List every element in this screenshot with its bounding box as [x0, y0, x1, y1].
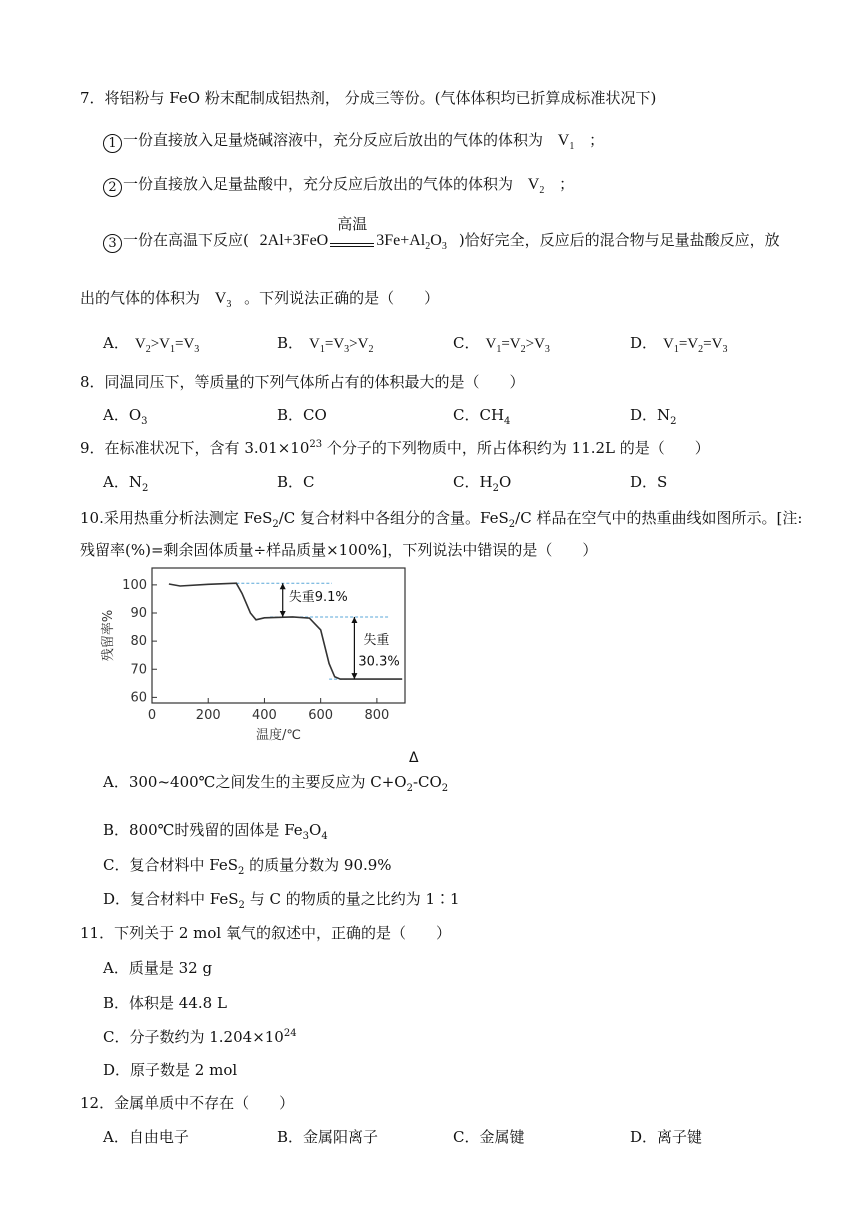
q7-stem: 7．将铝粉与 FeO 粉末配制成铝热剂， 分成三等份。(气体体积均已折算成标准状况下) — [80, 89, 657, 107]
arrow-loss-2-head-bottom — [351, 673, 357, 679]
annotation-loss-2-label: 失重 — [363, 632, 390, 648]
q10-option-c: C．复合材料中 FeS$_2$ 的质量分数为 90.9% — [103, 856, 392, 877]
q12-option-b: B．金属阳离子 — [277, 1128, 379, 1146]
y-tick-label-100: 100 — [122, 577, 147, 593]
q8-option-b: B．CO — [277, 406, 327, 424]
x-tick-label-0: 0 — [147, 708, 157, 723]
q10-stem-line2: 残留率(%)=剩余固体质量÷样品质量×100%]，下列说法中错误的是（ ） — [80, 541, 598, 559]
q7-option-c: C． $V_1=V_2>V_3$ — [453, 334, 550, 355]
q9-option-d: D．S — [630, 473, 668, 491]
q10-option-d: D．复合材料中 FeS$_2$ 与 C 的物质的量之比约为 1∶1 — [103, 890, 460, 911]
x-axis-label: 温度/℃ — [256, 728, 301, 743]
arrow-loss-1-head-bottom — [280, 611, 286, 617]
annotation-loss-2-value: 30.3% — [358, 654, 400, 670]
circled-number-2: 2 — [103, 178, 122, 197]
q8-option-c: C．$CH_4$ — [453, 406, 511, 427]
q12-option-c: C．金属键 — [453, 1128, 525, 1146]
q9-stem: 9．在标准状况下，含有 $3.01\times 10^{23}$ 个分子的下列物质中，所占体积约为 11.2L 的是（ ） — [80, 439, 710, 457]
q11-option-a: A．质量是 32 g — [103, 959, 213, 977]
q10-stem-line1: 10.采用热重分析法测定 FeS$_2$/C 复合材料中各组分的含量。FeS$_2$/C 样品在空气中的热重曲线如图所示。[注: — [80, 509, 803, 530]
q10-option-b: B．800℃时残留的固体是 $Fe_3O_4$ — [103, 821, 328, 842]
annotation-loss-1: 失重9.1% — [288, 590, 348, 606]
y-tick-label-80: 80 — [130, 634, 147, 650]
y-tick-label-70: 70 — [130, 662, 147, 678]
x-tick-label-800: 800 — [364, 708, 390, 723]
arrow-loss-2-head-top — [351, 617, 357, 623]
y-axis-label: 残留率% — [101, 609, 116, 662]
arrow-loss-1-head-top — [280, 583, 286, 589]
q11-option-c: C．分子数约为 $1.204\times 10^{24}$ — [103, 1028, 297, 1046]
q9-option-a: A．$N_2$ — [103, 473, 149, 494]
circled-number-3: 3 — [103, 234, 122, 253]
y-tick-label-90: 90 — [130, 606, 147, 621]
q12-stem: 12．金属单质中不存在（ ） — [80, 1094, 295, 1112]
q7-option-d: D． $V_1=V_2=V_3$ — [630, 334, 728, 355]
q8-option-a: A．$O_3$ — [103, 406, 148, 427]
q8-option-d: D．$N_2$ — [630, 406, 677, 427]
q11-option-b: B．体积是 44.8 L — [103, 994, 227, 1012]
q8-stem: 8．同温同压下，等质量的下列气体所占有的体积最大的是（ ） — [80, 373, 525, 391]
q7-equation: 2Al+3FeO 高温 $3Fe+Al_2O_3$ — [259, 217, 447, 253]
q7-item1: 1 一份直接放入足量烧碱溶液中，充分反应后放出的气体的体积为 $V_1$ ； — [103, 130, 604, 153]
x-tick-label-200: 200 — [195, 708, 221, 723]
x-tick-label-600: 600 — [308, 708, 334, 723]
q12-option-a: A．自由电子 — [103, 1128, 189, 1146]
q9-option-b: B．C — [277, 473, 315, 491]
q10-option-a: A．300~400℃之间发生的主要反应为 $C+O_2$ Δ $-CO_2$ — [103, 750, 449, 794]
circled-number-1: 1 — [103, 134, 122, 153]
q7-item3: 3 一份在高温下反应( 2Al+3FeO 高温 $3Fe+Al_2O_3$ )恰好完全，反应后的混合物与足量盐酸反应，放 — [103, 230, 780, 253]
delta-symbol: Δ — [408, 750, 419, 766]
q7-item3-cont: 出的气体的体积为 $V_3$ 。下列说法正确的是（ ） — [80, 289, 440, 311]
thermogravimetric-chart — [100, 566, 420, 746]
x-tick-label-400: 400 — [252, 708, 277, 723]
q12-option-d: D．离子键 — [630, 1128, 703, 1146]
q7-option-b: B． $V_1=V_3>V_2$ — [277, 334, 374, 355]
q11-stem: 11．下列关于 2 mol 氧气的叙述中，正确的是（ ） — [80, 924, 451, 942]
q9-option-c: C．$H_2O$ — [453, 473, 512, 494]
q11-option-d: D．原子数是 2 mol — [103, 1061, 238, 1079]
q7-item2: 2 一份直接放入足量盐酸中，充分反应后放出的气体的体积为 $V_2$ ； — [103, 174, 574, 197]
q7-option-a: A． $V_2>V_1=V_3$ — [103, 334, 200, 355]
y-tick-label-60: 60 — [130, 690, 147, 706]
